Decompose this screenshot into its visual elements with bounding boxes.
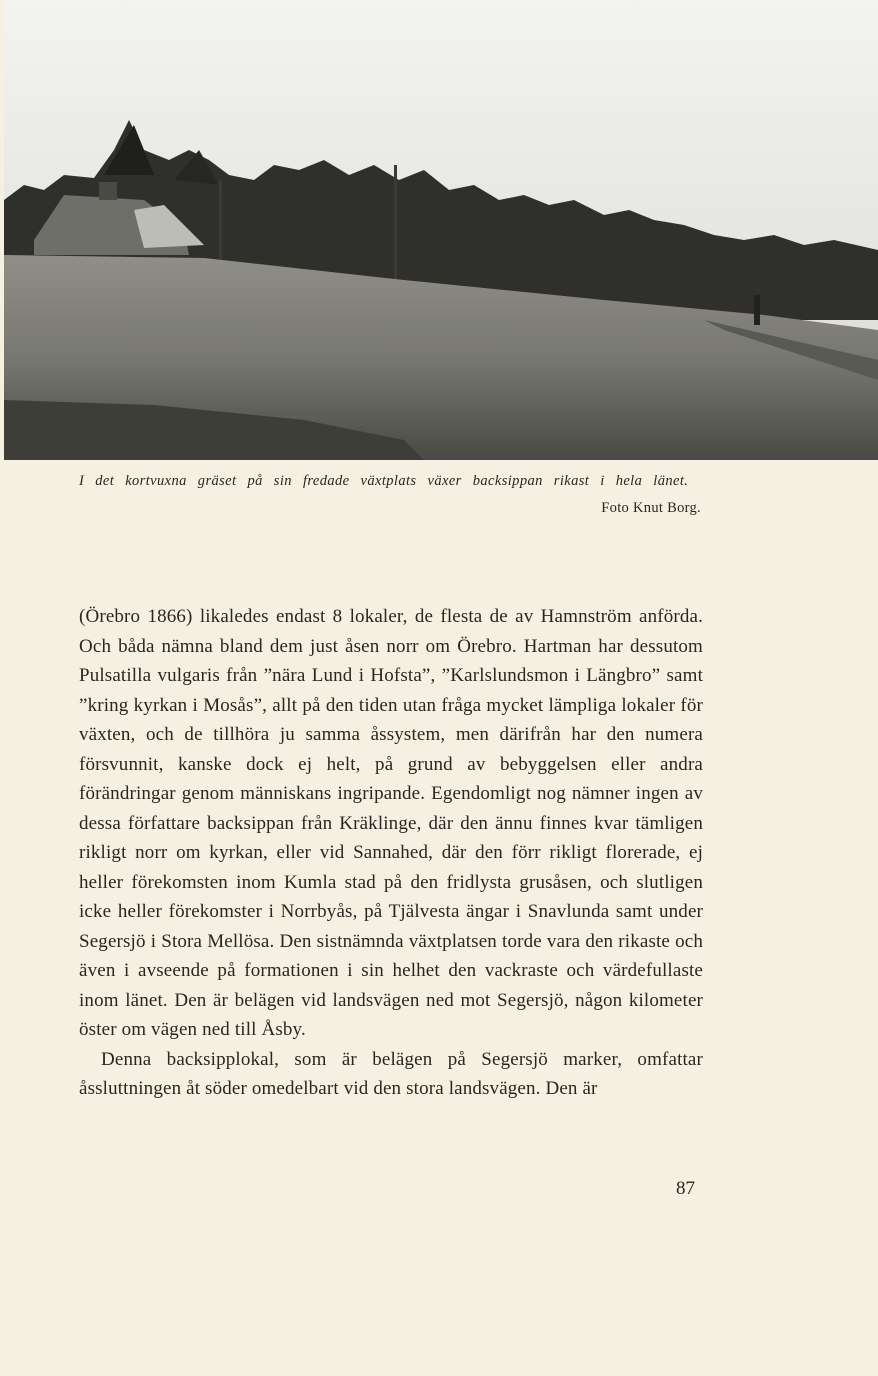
page-number: 87 [676, 1178, 695, 1199]
landscape-photo-icon [4, 0, 878, 460]
landscape-photo [4, 0, 878, 460]
photo-caption [79, 468, 701, 516]
paragraph-1: (Örebro 1866) likaledes endast 8 lokaler, de flesta de av Hamnström anförda. Och båda nämna bland dem just åsen norr om Örebro. Hartman har dessutom Pulsatilla vulgaris från ”nära Lund i Hofsta”, ”Karlslundsmon i Längbro” samt ”kring kyrkan i Mosås”, allt på den tiden utan fråga mycket lämpliga lokaler för växten, och de tillhöra ju samma åssystem, men därifrån har den numera försvunnit, kanske dock ej helt, på grund av bebyggelsen eller andra förändringar genom människans ingripande. Egendomligt nog nämner ingen av dessa författare backsippan från Kräklinge, där den ännu finnes kvar tämligen rikligt norr om kyrkan, eller vid Sannahed, där den förr rikligt florerade, ej heller förekomsten inom Kumla stad på den fridlysta grusåsen, och slutligen icke heller förekomster i Norrbyås, på Tjälvesta ängar i Snavlunda samt under Segersjö i Stora Mellösa. Den sistnämnda växtplatsen torde vara den rikaste och även i avseende på formationen i sin helhet den vackraste och värdefullaste inom länet. Den är belägen vid landsvägen ned mot Segersjö, någon kilometer öster om vägen ned till Åsby. [79, 606, 703, 1040]
caption-text: I det kortvuxna gräset på sin fredade växtplats växer backsippan rikast i hela länet. [79, 473, 689, 489]
body-text [79, 602, 703, 1104]
paragraph-2: Denna backsipplokal, som är belägen på Segersjö marker, omfattar åssluttningen åt söder omedelbart vid den stora landsvägen. Den är [79, 1048, 703, 1099]
photo-credit: Foto Knut Borg. [601, 500, 701, 516]
